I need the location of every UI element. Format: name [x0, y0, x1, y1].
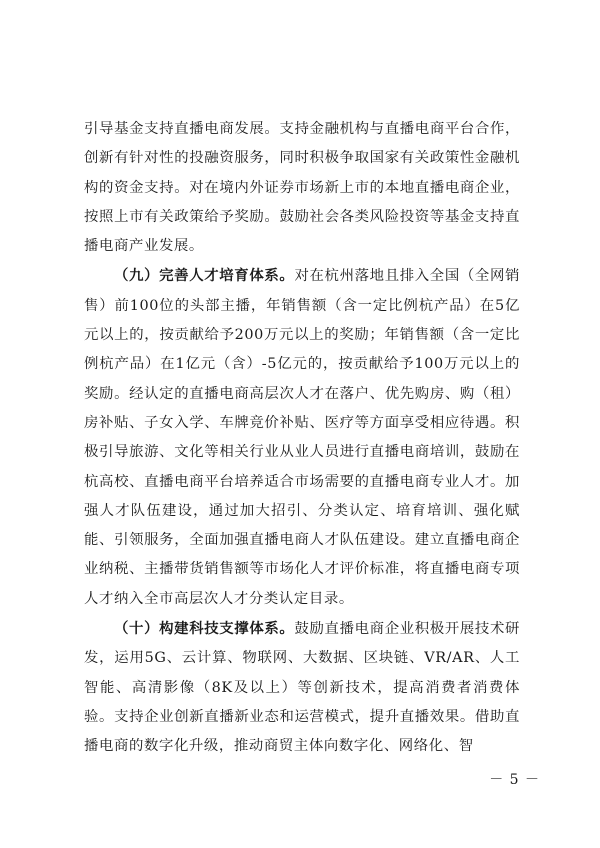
page-number: － 5 －: [489, 772, 540, 788]
paragraph-tech-support: [84, 614, 520, 761]
paragraph-text: 引导基金支持直播电商发展。支持金融机构与直播电商平台合作，创新有针对性的投融资服务，同时积极争取国家有关政策性金融机构的资金支持。对在境内外证券市场新上市的本地直播电商企业，按照上市有关政策给予奖励。鼓励社会各类风险投资等基金支持直播电商产业发展。: [84, 121, 520, 255]
paragraph-text: 对在杭州落地且排入全国（全网销售）前100位的头部主播，年销售额（含一定比例杭产品）在5亿元以上的，按贡献给予200万元以上的奖励；年销售额（含一定比例杭产品）在1亿元（含）-5亿元的，按贡献给予100万元以上的奖励。经认定的直播电商高层次人才在落户、优先购房、购（租）房补贴、子女入学、车牌竞价补贴、医疗等方面享受相应待遇。积极引导旅游、文化等相关行业从业人员进行直播电商培训，鼓励在杭高校、直播电商平台培养适合市场需要的直播电商专业人才。加强人才队伍建设，通过加大招引、分类认定、培育培训、强化赋能、引领服务，全面加强直播电商人才队伍建设。建立直播电商企业纳税、主播带货销售额等市场化人才评价标准，将直播电商专项人才纳入全市高层次人才分类认定目录。: [84, 268, 520, 607]
paragraph-continued: [84, 115, 520, 261]
document-body: [84, 115, 520, 762]
section-heading: （十）构建科技支撑体系。: [114, 620, 295, 638]
paragraph-text: 鼓励直播电商企业积极开展技术研发，运用5G、云计算、物联网、大数据、区块链、VR/AR、人工智能、高清影像（8K及以上）等创新技术，提高消费者消费体验。支持企业创新直播新业态和运营模式，提升直播效果。借助直播电商的数字化升级，推动商贸主体向数字化、网络化、智: [84, 621, 520, 755]
section-heading: （九）完善人才培育体系。: [114, 267, 295, 285]
paragraph-talent-cultivation: [84, 261, 520, 614]
